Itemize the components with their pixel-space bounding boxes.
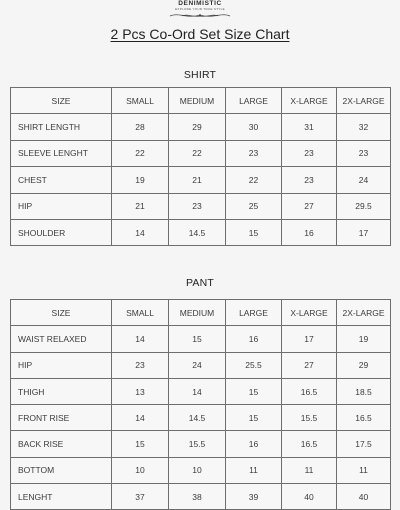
size-value: 21 — [112, 193, 169, 219]
measurement-label: FRONT RISE — [11, 405, 112, 431]
column-header: X-LARGE — [282, 300, 337, 326]
brand-logo — [0, 0, 400, 24]
size-value: 23 — [169, 193, 226, 219]
size-value: 14 — [112, 405, 169, 431]
size-value: 16.5 — [337, 405, 391, 431]
size-value: 22 — [169, 140, 226, 166]
measurement-label: CHEST — [11, 167, 112, 193]
size-value: 15 — [169, 326, 226, 352]
size-value: 40 — [282, 484, 337, 510]
size-value: 23 — [337, 140, 391, 166]
size-value: 23 — [282, 167, 337, 193]
column-header: 2X-LARGE — [337, 88, 391, 114]
table-header-row — [11, 88, 391, 114]
measurement-label: HIP — [11, 352, 112, 378]
table-header-row — [11, 300, 391, 326]
size-value: 23 — [226, 140, 282, 166]
size-value: 30 — [226, 114, 282, 140]
table-row — [11, 484, 391, 510]
size-value: 11 — [226, 457, 282, 483]
table-row — [11, 219, 391, 245]
measurement-label: BACK RISE — [11, 431, 112, 457]
size-value: 17 — [337, 219, 391, 245]
shirt-table-body — [11, 88, 391, 246]
size-value: 24 — [337, 167, 391, 193]
brand-name: DENIMISTIC — [178, 0, 222, 7]
size-value: 40 — [337, 484, 391, 510]
size-value: 27 — [282, 193, 337, 219]
size-value: 22 — [112, 140, 169, 166]
table-row — [11, 140, 391, 166]
size-value: 15 — [226, 405, 282, 431]
measurement-label: SHIRT LENGTH — [11, 114, 112, 140]
column-header: MEDIUM — [169, 300, 226, 326]
size-value: 29.5 — [337, 193, 391, 219]
column-header: 2X-LARGE — [337, 300, 391, 326]
size-value: 19 — [112, 167, 169, 193]
size-value: 27 — [282, 352, 337, 378]
size-value: 21 — [169, 167, 226, 193]
size-value: 14 — [112, 219, 169, 245]
column-header: X-LARGE — [282, 88, 337, 114]
table-row — [11, 167, 391, 193]
size-value: 28 — [112, 114, 169, 140]
size-value: 39 — [226, 484, 282, 510]
pant-size-table — [10, 299, 391, 510]
shirt-size-table — [10, 87, 391, 246]
column-header: LARGE — [226, 88, 282, 114]
size-value: 16 — [282, 219, 337, 245]
size-value: 14.5 — [169, 219, 226, 245]
size-value: 15.5 — [282, 405, 337, 431]
size-value: 16 — [226, 431, 282, 457]
size-value: 25.5 — [226, 352, 282, 378]
size-value: 11 — [282, 457, 337, 483]
table-row — [11, 114, 391, 140]
size-value: 15 — [226, 378, 282, 404]
size-value: 16.5 — [282, 431, 337, 457]
size-value: 24 — [169, 352, 226, 378]
size-value: 38 — [169, 484, 226, 510]
size-value: 15.5 — [169, 431, 226, 457]
table-row — [11, 193, 391, 219]
size-value: 31 — [282, 114, 337, 140]
size-value: 11 — [337, 457, 391, 483]
size-value: 14.5 — [169, 405, 226, 431]
size-value: 17.5 — [337, 431, 391, 457]
flourish-ornament-icon — [168, 11, 232, 20]
measurement-label: SHOULDER — [11, 219, 112, 245]
table-row — [11, 405, 391, 431]
size-value: 29 — [169, 114, 226, 140]
size-value: 15 — [226, 219, 282, 245]
table-row — [11, 352, 391, 378]
table-row — [11, 457, 391, 483]
size-value: 19 — [337, 326, 391, 352]
column-header: MEDIUM — [169, 88, 226, 114]
page-title: 2 Pcs Co-Ord Set Size Chart — [110, 26, 290, 42]
size-value: 37 — [112, 484, 169, 510]
size-value: 10 — [112, 457, 169, 483]
measurement-label: WAIST RELAXED — [11, 326, 112, 352]
pant-section-title: PANT — [185, 277, 215, 289]
size-value: 10 — [169, 457, 226, 483]
size-value: 29 — [337, 352, 391, 378]
column-header: SMALL — [112, 300, 169, 326]
column-header: SIZE — [11, 300, 112, 326]
size-value: 16.5 — [282, 378, 337, 404]
size-value: 16 — [226, 326, 282, 352]
size-value: 25 — [226, 193, 282, 219]
size-value: 32 — [337, 114, 391, 140]
table-row — [11, 326, 391, 352]
column-header: SMALL — [112, 88, 169, 114]
size-value: 23 — [112, 352, 169, 378]
shirt-section-title: SHIRT — [183, 69, 217, 81]
table-row — [11, 378, 391, 404]
size-value: 14 — [112, 326, 169, 352]
size-value: 17 — [282, 326, 337, 352]
size-value: 13 — [112, 378, 169, 404]
pant-table-body — [11, 300, 391, 510]
measurement-label: SLEEVE LENGHT — [11, 140, 112, 166]
size-value: 23 — [282, 140, 337, 166]
size-value: 22 — [226, 167, 282, 193]
brand-tagline: EXPLORE YOUR TRUE STYLE — [175, 7, 225, 11]
size-value: 14 — [169, 378, 226, 404]
size-value: 18.5 — [337, 378, 391, 404]
measurement-label: THIGH — [11, 378, 112, 404]
column-header: SIZE — [11, 88, 112, 114]
measurement-label: LENGHT — [11, 484, 112, 510]
size-value: 15 — [112, 431, 169, 457]
column-header: LARGE — [226, 300, 282, 326]
measurement-label: BOTTOM — [11, 457, 112, 483]
table-row — [11, 431, 391, 457]
measurement-label: HIP — [11, 193, 112, 219]
